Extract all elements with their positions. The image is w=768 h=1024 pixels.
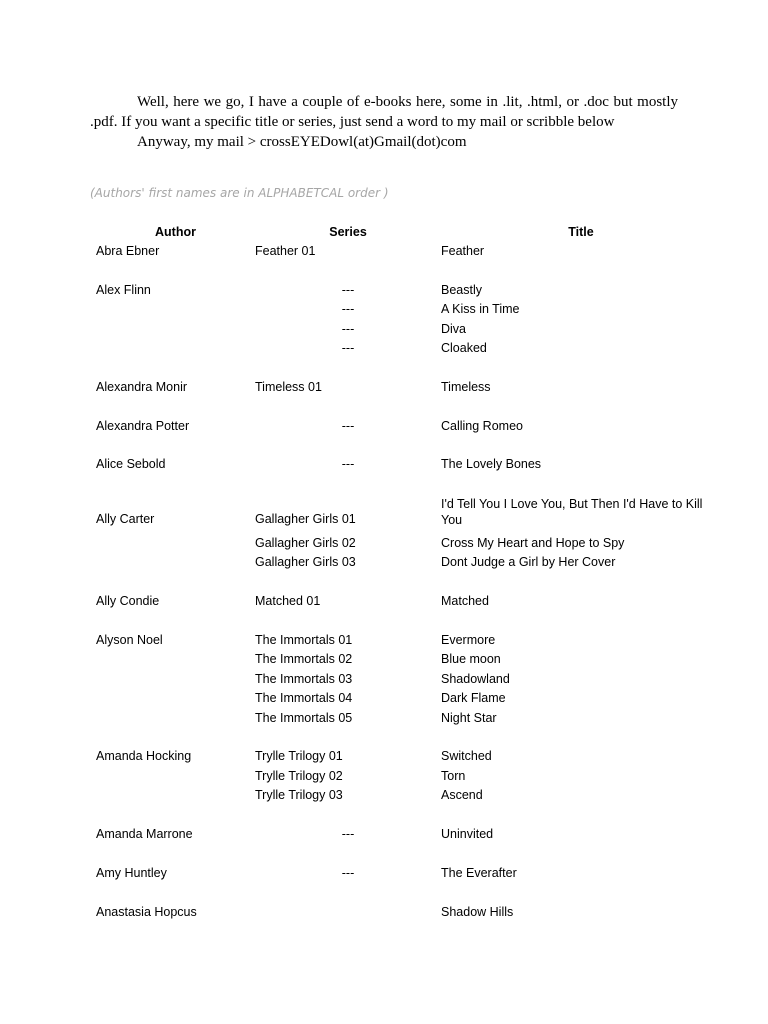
- table-row: [96, 592, 736, 611]
- title-cell: I'd Tell You I Love You, But Then I'd Have to Kill You: [441, 497, 703, 528]
- table-row: [96, 903, 736, 922]
- table-row: [96, 786, 736, 805]
- header-series: Series: [329, 225, 367, 239]
- series-cell: [255, 903, 441, 922]
- author-cell: Amy Huntley: [96, 865, 167, 880]
- table-row: [96, 281, 736, 300]
- series-cell: Gallagher Girls 01: [255, 512, 356, 527]
- series-cell: Gallagher Girls 03: [255, 555, 356, 570]
- series-cell: Gallagher Girls 02: [255, 536, 356, 551]
- table-row: [96, 339, 736, 358]
- row-gap: [96, 436, 736, 455]
- author-cell: [96, 689, 255, 708]
- table-row: [96, 417, 736, 436]
- series-cell: Trylle Trilogy 01: [255, 749, 343, 764]
- table-row: [96, 864, 736, 883]
- table-row: [96, 494, 736, 534]
- table-row: [96, 300, 736, 319]
- row-gap: [96, 573, 736, 592]
- table-row: [96, 378, 736, 397]
- author-cell: [96, 786, 255, 805]
- series-cell: The Immortals 03: [255, 671, 353, 686]
- title-cell: Calling Romeo: [441, 418, 523, 433]
- series-cell: Trylle Trilogy 03: [255, 788, 343, 803]
- title-cell: Matched: [441, 594, 489, 609]
- row-gap: [96, 475, 736, 494]
- title-cell: Beastly: [441, 282, 482, 297]
- series-cell: Matched 01: [255, 594, 321, 609]
- author-cell: Amanda Marrone: [96, 826, 193, 841]
- series-cell: ---: [341, 418, 355, 433]
- title-cell: Cloaked: [441, 340, 487, 355]
- series-cell: ---: [341, 321, 355, 336]
- row-gap: [96, 844, 736, 863]
- series-cell: ---: [341, 457, 355, 472]
- row-gap: [96, 806, 736, 825]
- intro-paragraph: Well, here we go, I have a couple of e-books here, some in .lit, .html, or .doc but mostly .pdf. If you want a specific title or series, just send a word to my mail or scribble below: [90, 94, 678, 130]
- title-cell: Ascend: [441, 788, 483, 803]
- title-cell: Torn: [441, 768, 466, 783]
- author-cell: Amanda Hocking: [96, 749, 192, 764]
- title-cell: Uninvited: [441, 826, 494, 841]
- title-cell: Cross My Heart and Hope to Spy: [441, 536, 625, 551]
- title-cell: Shadowland: [441, 671, 510, 686]
- row-gap: [96, 883, 736, 902]
- author-cell: [96, 553, 255, 572]
- title-cell: Shadow Hills: [441, 904, 514, 919]
- table-row: [96, 670, 736, 689]
- series-cell: ---: [341, 865, 355, 880]
- title-cell: Evermore: [441, 633, 496, 648]
- table-row: [96, 553, 736, 572]
- series-cell: The Immortals 05: [255, 710, 353, 725]
- table-row: [96, 825, 736, 844]
- title-cell: Switched: [441, 749, 492, 764]
- author-cell: Ally Carter: [96, 512, 155, 527]
- header-author: Author: [155, 225, 196, 239]
- title-cell: The Everafter: [441, 865, 517, 880]
- author-cell: Ally Condie: [96, 594, 160, 609]
- row-gap: [96, 728, 736, 747]
- author-cell: [96, 767, 255, 786]
- table-row: [96, 320, 736, 339]
- table-row: [96, 650, 736, 669]
- title-cell: The Lovely Bones: [441, 457, 542, 472]
- header-title: Title: [568, 225, 594, 239]
- author-cell: [96, 650, 255, 669]
- series-cell: The Immortals 04: [255, 691, 353, 706]
- series-cell: Feather 01: [255, 244, 316, 258]
- author-cell: Anastasia Hopcus: [96, 904, 197, 919]
- series-cell: ---: [341, 826, 355, 841]
- table-row: [96, 709, 736, 728]
- row-gap: [96, 358, 736, 377]
- author-cell: [96, 300, 255, 319]
- author-cell: [96, 670, 255, 689]
- series-cell: ---: [341, 340, 355, 355]
- series-cell: The Immortals 02: [255, 652, 353, 667]
- title-cell: Feather: [441, 244, 485, 258]
- series-cell: Timeless 01: [255, 379, 322, 394]
- table-row: [96, 767, 736, 786]
- row-gap: [96, 261, 736, 280]
- intro-text: [90, 92, 678, 152]
- author-cell: [96, 339, 255, 358]
- row-gap: [96, 397, 736, 416]
- series-cell: Trylle Trilogy 02: [255, 768, 343, 783]
- mail-line: Anyway, my mail > crossEYEDowl(at)Gmail(dot)com: [137, 134, 467, 150]
- author-cell: Alexandra Potter: [96, 418, 190, 433]
- author-cell: [96, 320, 255, 339]
- table-row: [96, 747, 736, 766]
- alphabetical-note: (Authors' first names are in ALPHABETCAL order ): [90, 186, 389, 200]
- series-cell: ---: [341, 282, 355, 297]
- title-cell: Blue moon: [441, 652, 501, 667]
- table-row: [96, 242, 736, 261]
- author-cell: [96, 709, 255, 728]
- table-row: [96, 455, 736, 474]
- table-row: [96, 689, 736, 708]
- table-row: [96, 534, 736, 553]
- author-cell: Alice Sebold: [96, 457, 166, 472]
- series-cell: ---: [341, 302, 355, 317]
- table-row: [96, 631, 736, 650]
- title-cell: Timeless: [441, 379, 491, 394]
- author-cell: Alyson Noel: [96, 633, 163, 648]
- book-table: [96, 222, 736, 922]
- title-cell: A Kiss in Time: [441, 302, 520, 317]
- title-cell: Dark Flame: [441, 691, 506, 706]
- author-cell: Alexandra Monir: [96, 379, 188, 394]
- table-header: [96, 222, 736, 242]
- title-cell: Dont Judge a Girl by Her Cover: [441, 555, 616, 570]
- title-cell: Diva: [441, 321, 467, 336]
- author-cell: [96, 534, 255, 553]
- row-gap: [96, 612, 736, 631]
- series-cell: The Immortals 01: [255, 633, 353, 648]
- author-cell: Alex Flinn: [96, 282, 151, 297]
- author-cell: Abra Ebner: [96, 244, 160, 258]
- title-cell: Night Star: [441, 710, 497, 725]
